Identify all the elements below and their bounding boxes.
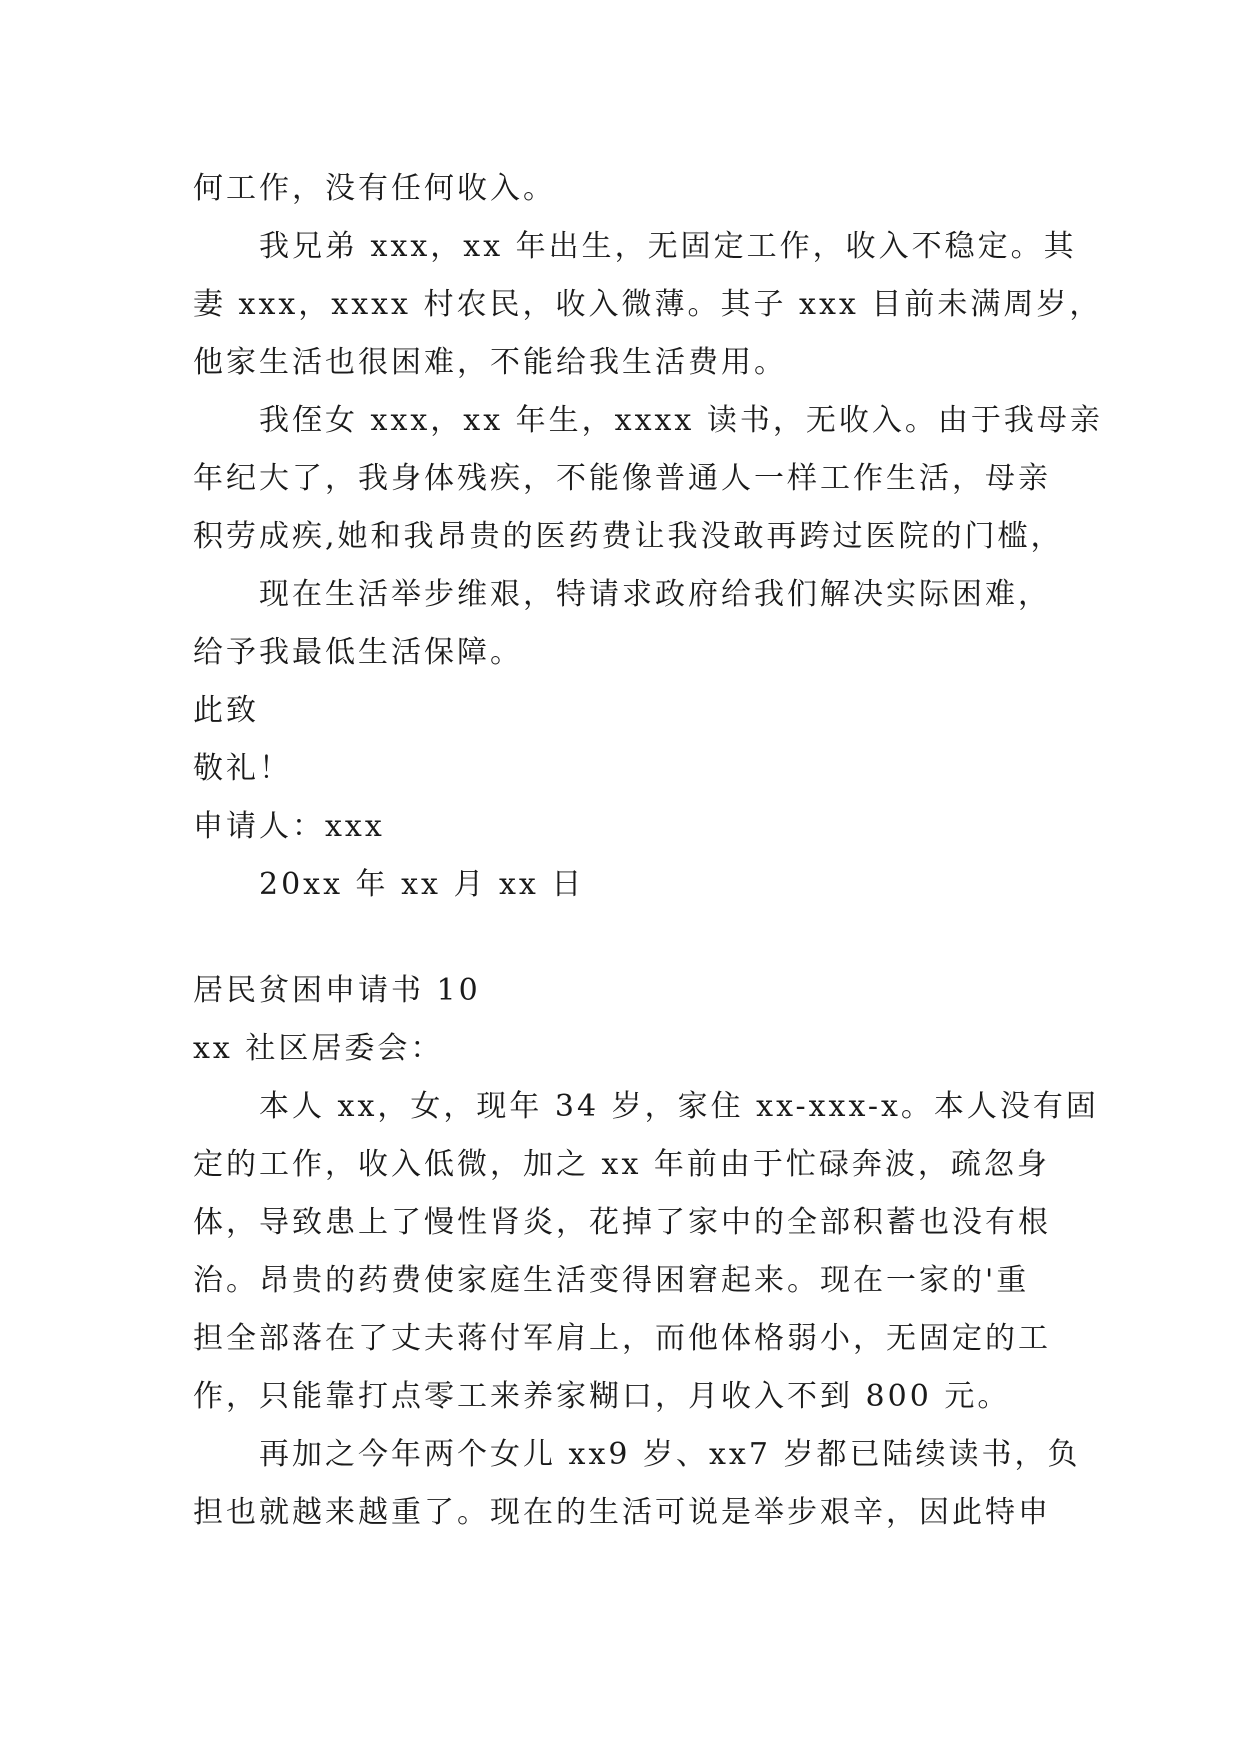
closing-line: 此致	[193, 693, 259, 728]
document-body	[193, 160, 1103, 1542]
section-title: 居民贫困申请书 10	[193, 973, 481, 1008]
text-line: 治。昂贵的药费使家庭生活变得困窘起来。现在一家的'重	[193, 1263, 1030, 1298]
applicant-line: 申请人：xxx	[193, 809, 385, 844]
text-line: 积劳成疾,她和我昂贵的医药费让我没敢再跨过医院的门槛，	[193, 519, 1064, 554]
text-line: 体，导致患上了慢性肾炎，花掉了家中的全部积蓄也没有根	[193, 1205, 1051, 1240]
text-line: 担也就越来越重了。现在的生活可说是举步艰辛，因此特申	[193, 1495, 1051, 1530]
text-line: 作，只能靠打点零工来养家糊口，月收入不到 800 元。	[193, 1379, 1011, 1414]
paragraph-start-line: 现在生活举步维艰，特请求政府给我们解决实际困难，	[259, 577, 1051, 612]
paragraph-start-line: 我侄女 xxx，xx 年生，xxxx 读书，无收入。由于我母亲	[259, 403, 1103, 438]
section-gap	[193, 914, 1063, 962]
paragraph-start-line: 本人 xx，女，现年 34 岁，家住 xx-xxx-x。本人没有固	[259, 1089, 1099, 1124]
text-line: 妻 xxx，xxxx 村农民，收入微薄。其子 xxx 目前未满周岁，	[193, 287, 1103, 322]
text-line: 定的工作，收入低微，加之 xx 年前由于忙碌奔波，疏忽身	[193, 1147, 1050, 1182]
salute-line: 敬礼！	[193, 751, 292, 786]
text-line: 担全部落在了丈夫蒋付军肩上，而他体格弱小，无固定的工	[193, 1321, 1051, 1356]
text-line: 他家生活也很困难，不能给我生活费用。	[193, 345, 787, 380]
text-line: 何工作，没有任何收入。	[193, 171, 556, 206]
addressee-line: xx 社区居委会：	[193, 1031, 444, 1066]
date-line: 20xx 年 xx 月 xx 日	[259, 867, 585, 902]
text-line: 年纪大了，我身体残疾，不能像普通人一样工作生活，母亲	[193, 461, 1051, 496]
paragraph-start-line: 再加之今年两个女儿 xx9 岁、xx7 岁都已陆续读书，负	[259, 1437, 1081, 1472]
text-line: 给予我最低生活保障。	[193, 635, 523, 670]
paragraph-start-line: 我兄弟 xxx，xx 年出生，无固定工作，收入不稳定。其	[259, 229, 1077, 264]
